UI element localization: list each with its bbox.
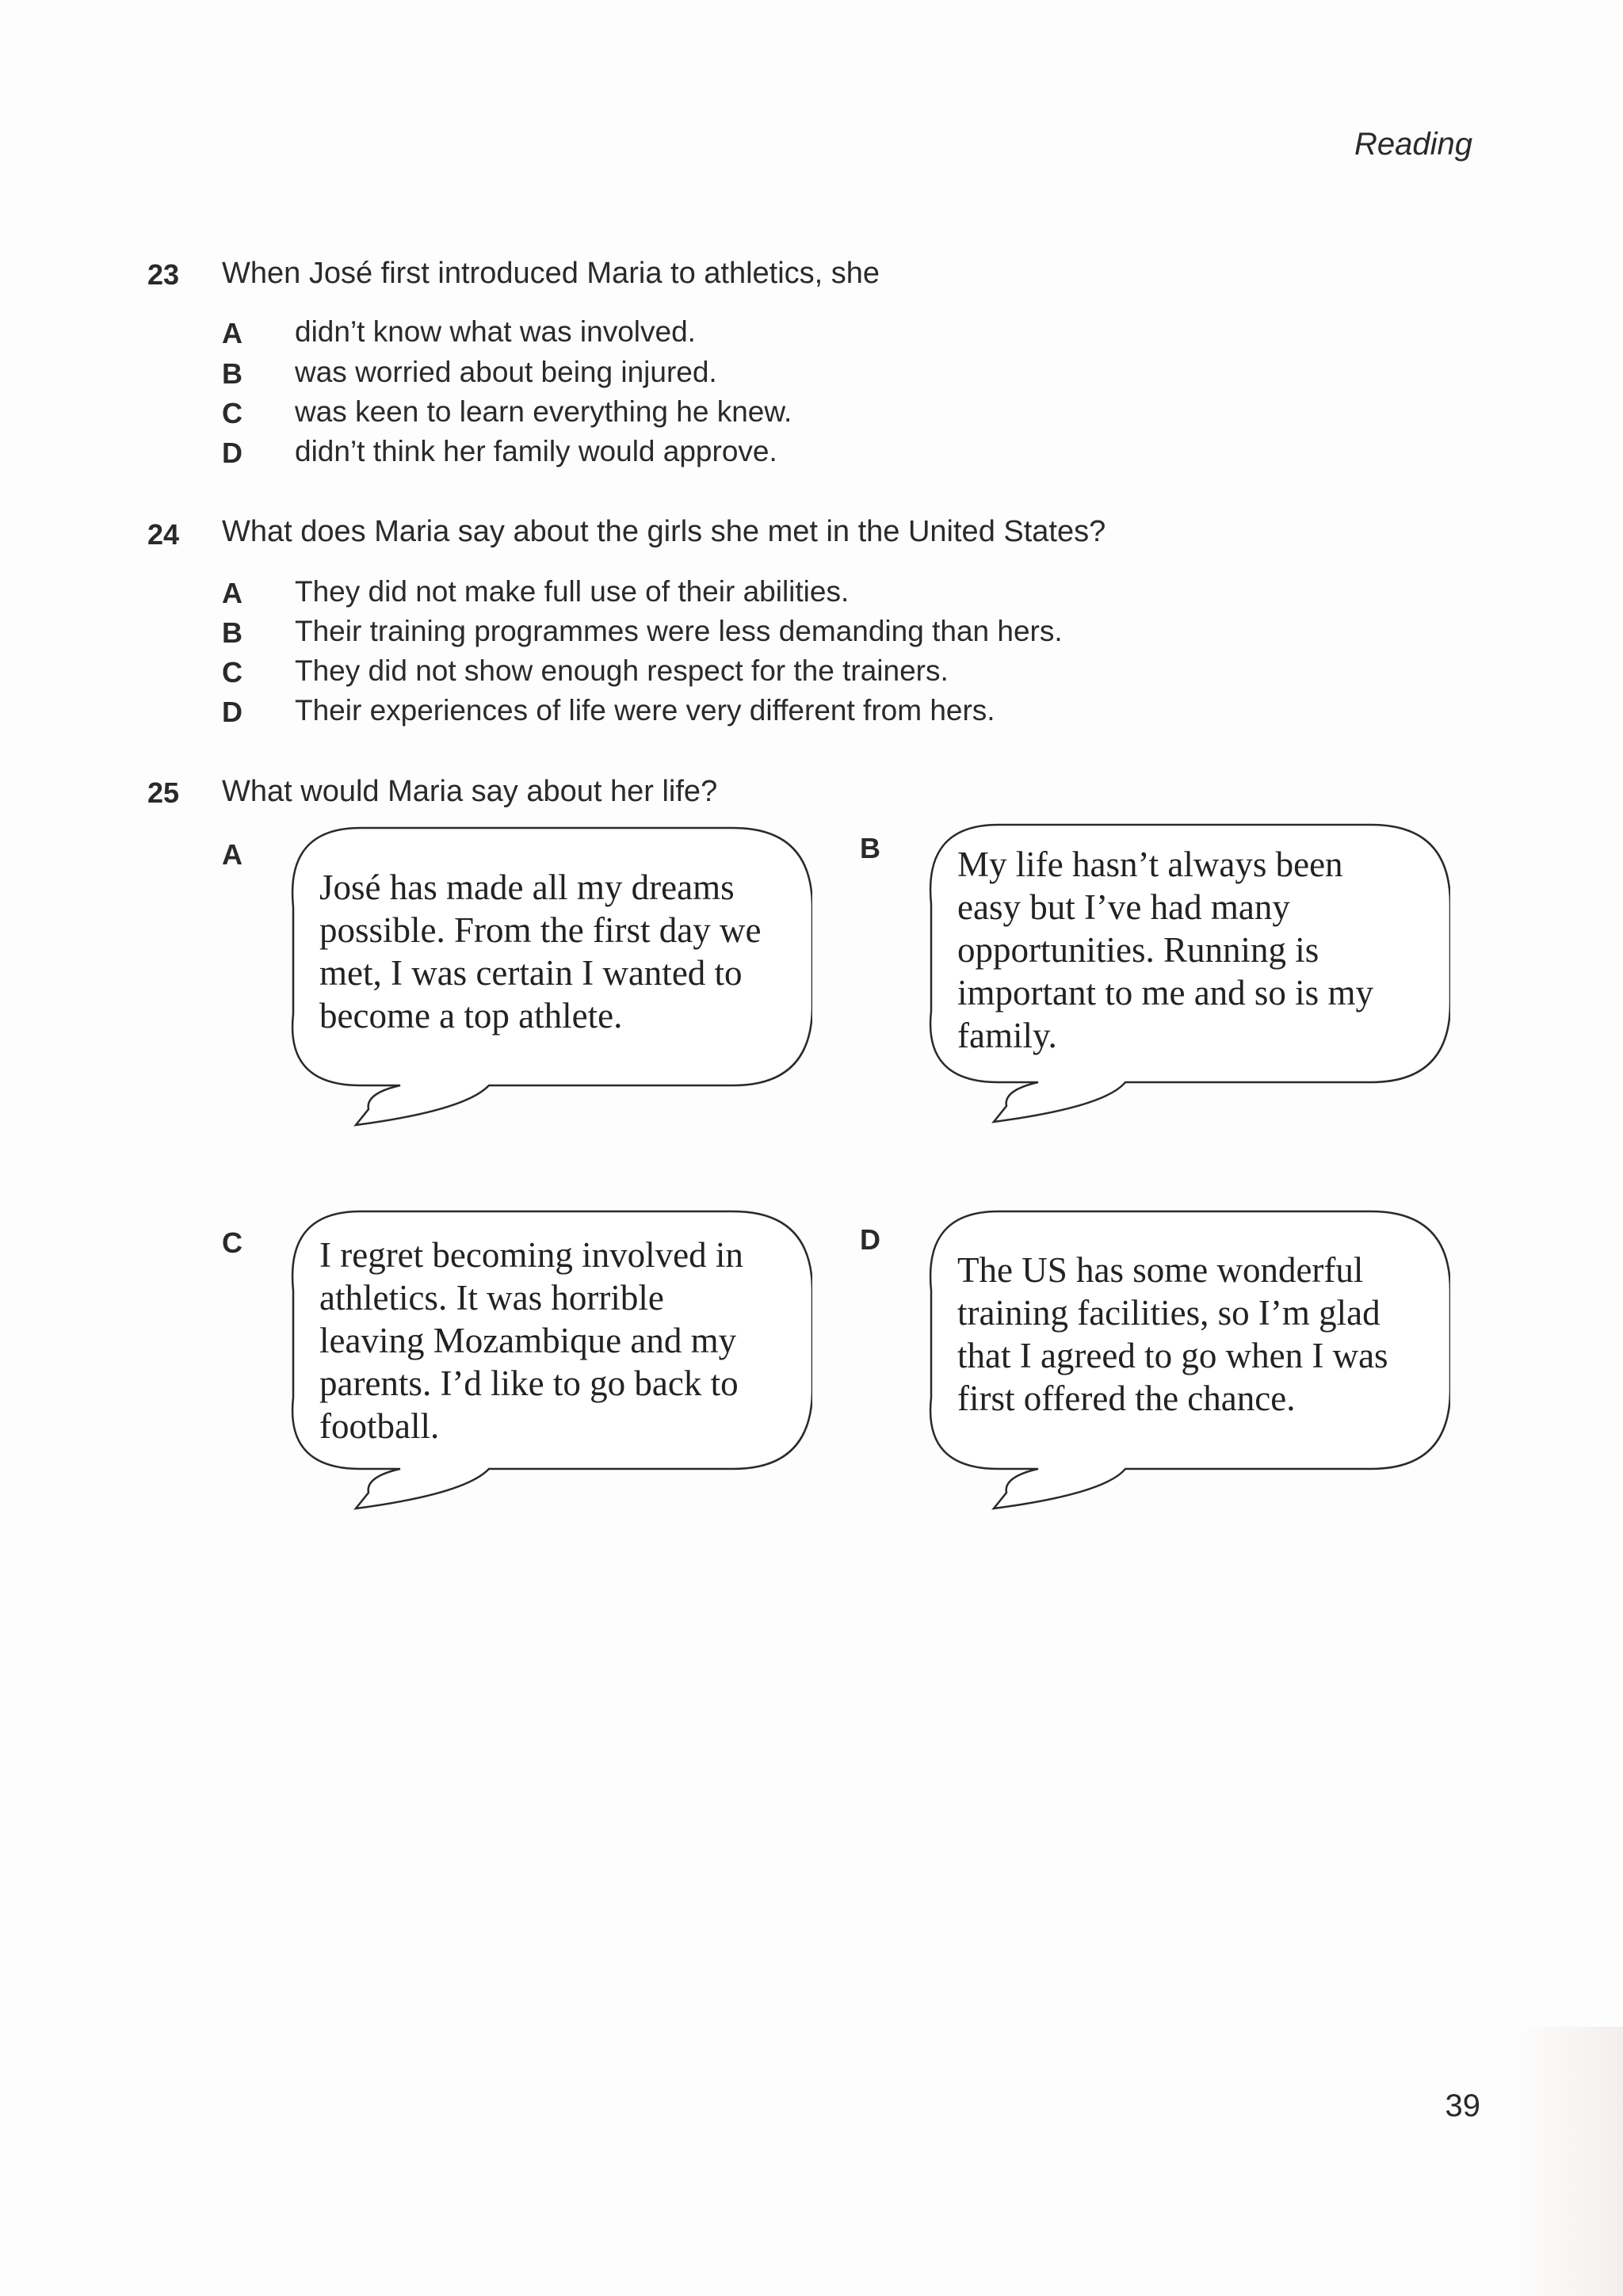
bubble-letter: D xyxy=(860,1223,880,1256)
option-text: Their experiences of life were very different from hers. xyxy=(295,694,995,727)
question-text: What would Maria say about her life? xyxy=(222,775,718,808)
page-number: 39 xyxy=(1445,2088,1480,2123)
option-text: They did not show enough respect for the trainers. xyxy=(295,654,949,687)
option-text: was keen to learn everything he knew. xyxy=(295,395,792,428)
bubble-text: My life hasn’t always been easy but I’ve had many opportunities. Running is important to me and so is my family. xyxy=(957,845,1373,1055)
bubble-letter: C xyxy=(222,1226,242,1259)
option-letter: C xyxy=(222,656,242,688)
question-number: 24 xyxy=(147,518,180,551)
question-text: When José first introduced Maria to athletics, she xyxy=(222,257,880,290)
speech-bubble-b xyxy=(927,821,1450,1130)
option-text: didn’t know what was involved. xyxy=(295,315,696,348)
section-header: Reading xyxy=(1354,127,1472,162)
speech-bubble-a xyxy=(289,824,812,1133)
bubble-letter: B xyxy=(860,832,880,864)
page-edge-shadow xyxy=(1512,2027,1623,2296)
option-letter: B xyxy=(222,357,242,390)
option-text: didn’t think her family would approve. xyxy=(295,435,777,467)
question-number: 25 xyxy=(147,776,180,809)
option-letter: D xyxy=(222,696,242,728)
option-letter: A xyxy=(222,577,242,609)
question-text: What does Maria say about the girls she met in the United States? xyxy=(222,515,1106,548)
option-text: was worried about being injured. xyxy=(295,356,717,388)
bubble-text: José has made all my dreams possible. From the first day we met, I was certain I wanted to become a top athlete. xyxy=(319,868,762,1035)
bubble-text: I regret becoming involved in athletics. It was horrible leaving Mozambique and my parents. I’d like to go back to football. xyxy=(319,1235,743,1446)
bubble-text: The US has some wonderful training facilities, so I’m glad that I agreed to go when I was first offered the chance. xyxy=(957,1250,1388,1418)
bubble-letter: A xyxy=(222,838,242,871)
question-number: 23 xyxy=(147,258,180,291)
option-letter: C xyxy=(222,397,242,429)
option-letter: D xyxy=(222,437,242,469)
speech-bubble-c xyxy=(289,1207,812,1516)
option-letter: A xyxy=(222,317,242,349)
option-letter: B xyxy=(222,616,242,649)
speech-bubble-d xyxy=(927,1207,1450,1516)
option-text: Their training programmes were less demanding than hers. xyxy=(295,615,1063,647)
option-text: They did not make full use of their abilities. xyxy=(295,575,850,608)
